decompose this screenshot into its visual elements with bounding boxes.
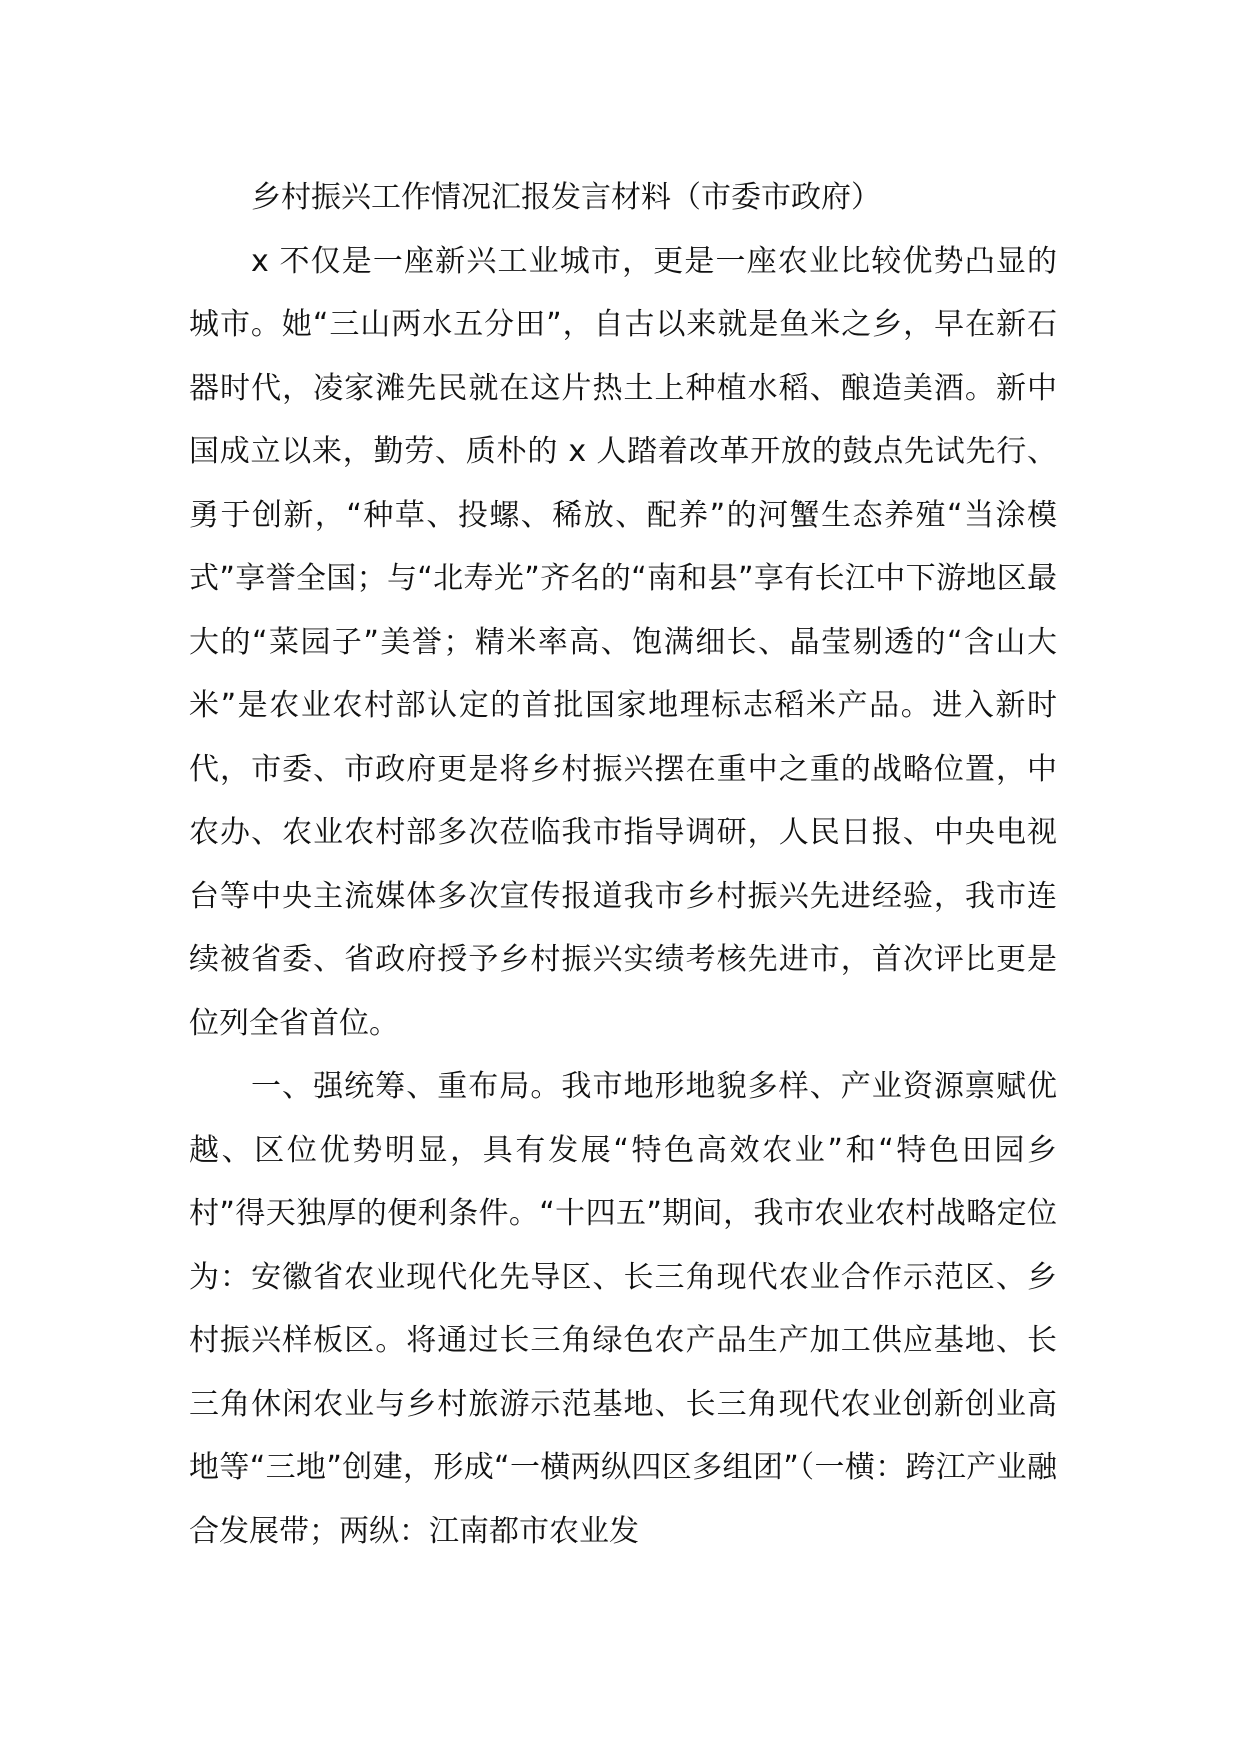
document-title: 乡村振兴工作情况汇报发言材料（市委市政府） — [251, 180, 881, 215]
paragraph-section-one: 一、强统筹、重布局。我市地形地貌多样、产业资源禀赋优越、区位优势明显，具有发展“特色高效农业”和“特色田园乡村”得天独厚的便利条件。“十四五”期间，我市农业农村战略定位为：安徽省农业现代化先导区、长三角现代农业合作示范区、乡村振兴样板区。将通过长三角绿色农产品生产加工供应基地、长三角休闲农业与乡村旅游示范基地、长三角现代农业创新创业高地等“三地”创建，形成“一横两纵四区多组团”（一横：跨江产业融合发展带；两纵：江南都市农业发 — [189, 1069, 1057, 1549]
paragraph-intro: x 不仅是一座新兴工业城市，更是一座农业比较优势凸显的城市。她“三山两水五分田”，自古以来就是鱼米之乡，早在新石器时代，凌家滩先民就在这片热土上种植水稻、酿造美酒。新中国成立以来，勤劳、质朴的 x 人踏着改革开放的鼓点先试先行、勇于创新，“种草、投螺、稀放、配养”的河蟹生态养殖“当涂模式”享誉全国；与“北寿光”齐名的“南和县”享有长江中下游地区最大的“菜园子”美誉；精米率高、饱满细长、晶莹剔透的“含山大米”是农业农村部认定的首批国家地理标志稻米产品。进入新时代，市委、市政府更是将乡村振兴摆在重中之重的战略位置，中农办、农业农村部多次莅临我市指导调研，人民日报、中央电视台等中央主流媒体多次宣传报道我市乡村振兴先进经验，我市连续被省委、省政府授予乡村振兴实绩考核先进市，首次评比更是位列全省首位。 — [189, 243, 1057, 1041]
document-body — [189, 166, 1057, 1563]
